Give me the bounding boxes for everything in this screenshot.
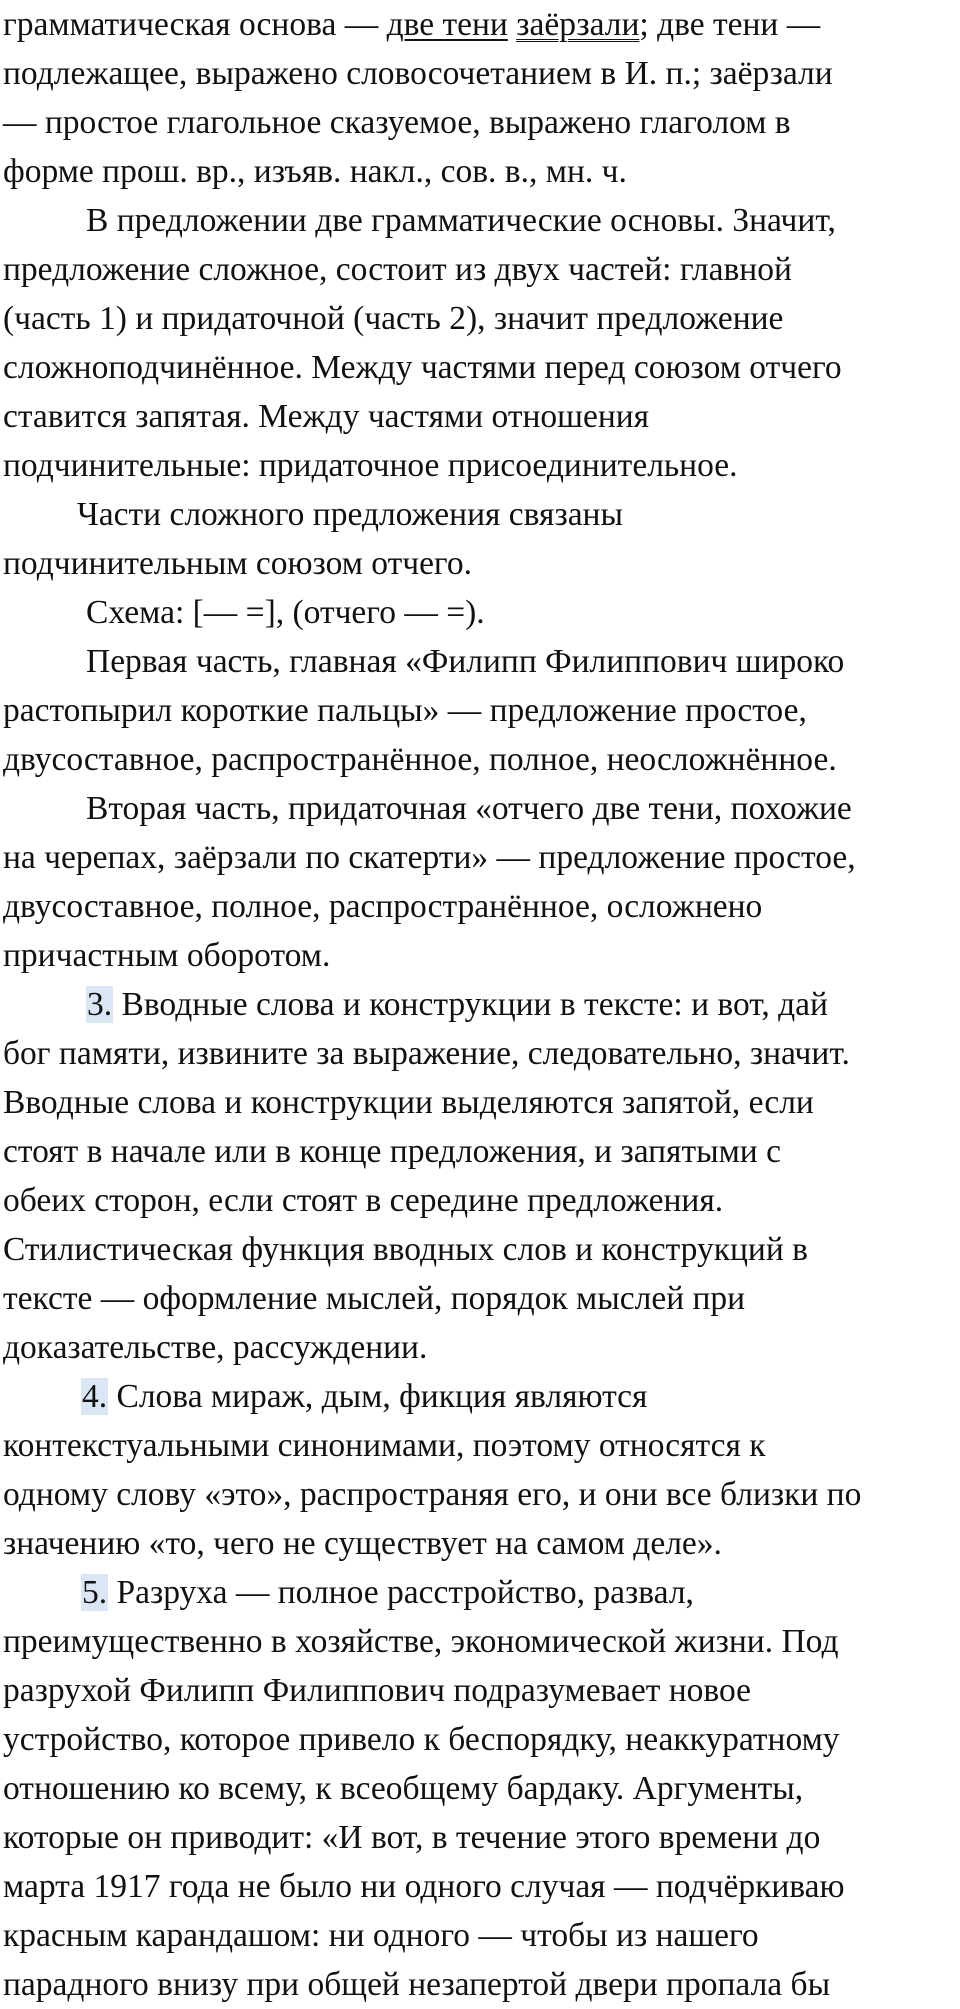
text-line: растопырил короткие пальцы» — предложение простое,: [3, 692, 807, 729]
text-line: причастным оборотом.: [3, 937, 331, 974]
text-fragment: Вводные слова и конструкции в тексте: и вот, дай: [113, 986, 828, 1023]
text-fragment: [508, 6, 516, 43]
predicate-double-underlined: заёрзали: [516, 6, 640, 43]
scheme-line: Схема: [— =], (отчего — =).: [86, 594, 485, 631]
paragraph-start-line: [3, 974, 952, 1029]
text-fragment: грамматическая основа —: [3, 6, 387, 43]
text-line: преимущественно в хозяйстве, экономической жизни. Под: [3, 1623, 839, 1660]
text-fragment: Разруха — полное расстройство, развал,: [108, 1574, 694, 1611]
paragraph-start-line: [3, 1562, 952, 1617]
text-line: ставится запятая. Между частями отношения: [3, 398, 650, 435]
text-line: марта 1917 года не было ни одного случая — подчёркиваю: [3, 1868, 845, 1905]
text-line: тексте — оформление мыслей, порядок мыслей при: [3, 1280, 746, 1317]
text-line: доказательстве, рассуждении.: [3, 1329, 428, 1366]
paragraph-start-line: Первая часть, главная «Филипп Филиппович широко: [86, 643, 845, 680]
text-line: разрухой Филипп Филиппович подразумевает новое: [3, 1672, 752, 1709]
text-line: парадного внизу при общей незапертой двери пропала бы: [3, 1966, 831, 2003]
subject-underlined: две тени: [386, 6, 508, 43]
text-line: форме прош. вр., изъяв. накл., сов. в., мн. ч.: [3, 153, 627, 190]
item-number-highlight: 3.: [87, 986, 113, 1023]
text-fragment: Слова мираж, дым, фикция являются: [108, 1378, 648, 1415]
text-line: двусоставное, распространённое, полное, неосложнённое.: [3, 741, 837, 778]
text-line: контекстуальными синонимами, поэтому относятся к: [3, 1427, 766, 1464]
text-line: значению «то, чего не существует на самом деле».: [3, 1525, 722, 1562]
paragraph-start-line: В предложении две грамматические основы. Значит,: [86, 202, 836, 239]
text-line: подчинительные: придаточное присоединительное.: [3, 447, 738, 484]
text-line: подлежащее, выражено словосочетанием в И. п.; заёрзали: [3, 55, 833, 92]
paragraph-start-line: Вторая часть, придаточная «отчего две тени, похожие: [86, 790, 852, 827]
item-number-highlight: 4.: [82, 1378, 108, 1415]
text-line: устройство, которое привело к беспорядку, неаккуратному: [3, 1721, 840, 1758]
text-line: красным карандашом: ни одного — чтобы из нашего: [3, 1917, 759, 1954]
text-line: (часть 1) и придаточной (часть 2), значит предложение: [3, 300, 784, 337]
text-fragment: ; две тени —: [639, 6, 821, 43]
text-line: предложение сложное, состоит из двух частей: главной: [3, 251, 792, 288]
paragraph-start-line: Части сложного предложения связаны: [77, 496, 623, 533]
text-line: отношению ко всему, к всеобщему бардаку. Аргументы,: [3, 1770, 804, 1807]
text-line: которые он приводит: «И вот, в течение этого времени до: [3, 1819, 821, 1856]
text-line: Стилистическая функция вводных слов и конструкций в: [3, 1231, 808, 1268]
text-line: [3, 0, 952, 49]
text-line: стоят в начале или в конце предложения, и запятыми с: [3, 1133, 781, 1170]
text-line: одному слову «это», распространяя его, и они все близки по: [3, 1476, 862, 1513]
text-line: подчинительным союзом отчего.: [3, 545, 472, 582]
text-line: бог памяти, извините за выражение, следовательно, значит.: [3, 1035, 850, 1072]
item-number-highlight: 5.: [82, 1574, 108, 1611]
text-line: на черепах, заёрзали по скатерти» — предложение простое,: [3, 839, 856, 876]
paragraph-start-line: [3, 1366, 952, 1421]
text-line: сложноподчинённое. Между частями перед союзом отчего: [3, 349, 842, 386]
text-line: двусоставное, полное, распространённое, осложнено: [3, 888, 763, 925]
text-line: Вводные слова и конструкции выделяются запятой, если: [3, 1084, 814, 1121]
text-line: — простое глагольное сказуемое, выражено глаголом в: [3, 104, 791, 141]
text-line: обеих сторон, если стоят в середине предложения.: [3, 1182, 724, 1219]
